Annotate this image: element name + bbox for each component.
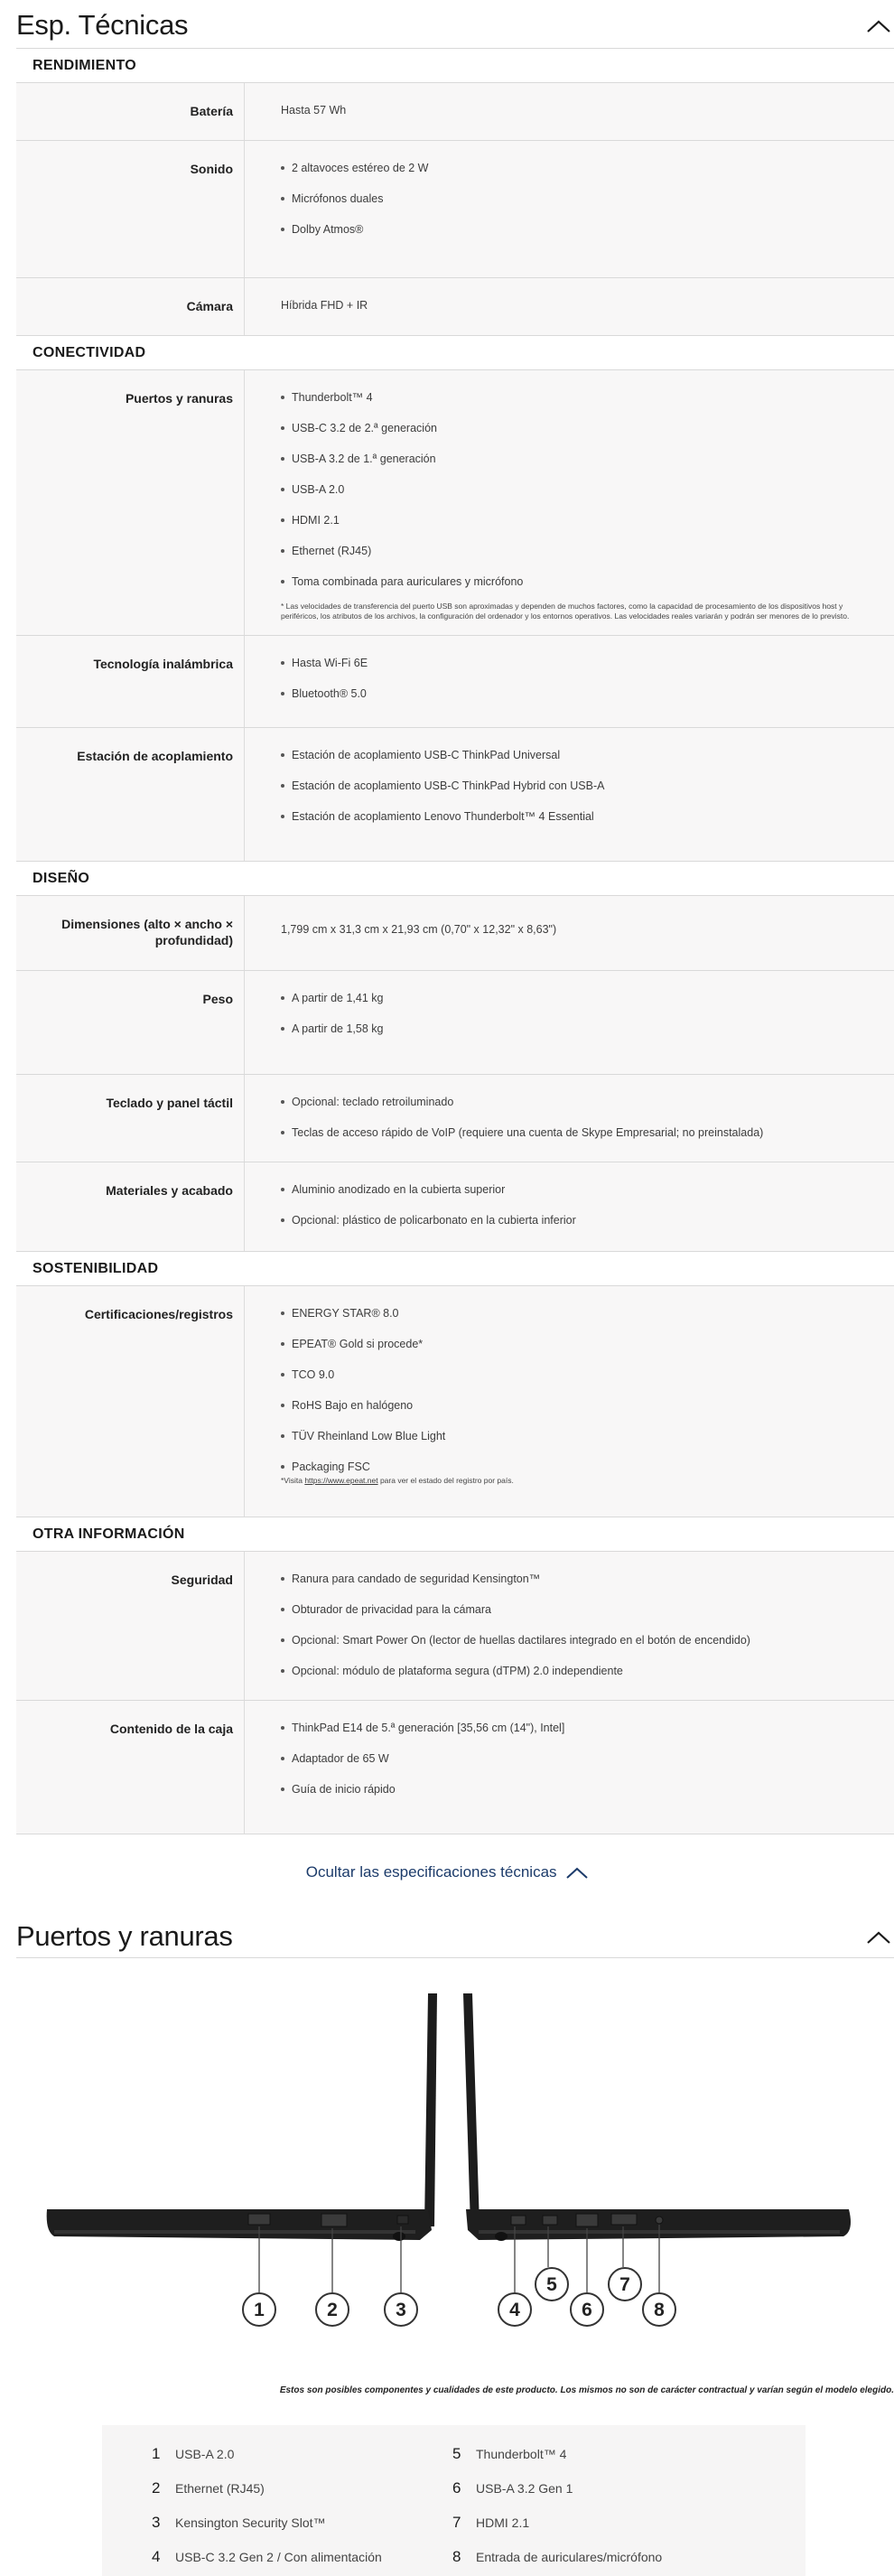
list-item: USB-A 2.0 <box>281 482 876 513</box>
spec-row-puertos <box>16 370 894 636</box>
category-rendimiento: RENDIMIENTO <box>16 49 894 83</box>
spec-label: Dimensiones (alto × ancho × profundidad) <box>61 917 233 947</box>
spec-row-sonido <box>16 141 894 278</box>
spec-label: Teclado y panel táctil <box>106 1096 233 1110</box>
hide-specs-label: Ocultar las especificaciones técnicas <box>305 1863 557 1881</box>
spec-row-materiales <box>16 1162 894 1252</box>
legend-item <box>152 2546 382 2568</box>
ports-disclaimer: Estos son posibles componentes y cualidades de este producto. Los mismos no son de carácter contractual y varían según el modelo elegido. <box>279 2385 894 2395</box>
usb-speed-footnote: * Las velocidades de transferencia del puerto USB son aproximadas y dependen de muchos factores, como la capacidad de procesamiento de los dispositivos host y periféricos, los atributos de los archivos, la configuración del ordenador y los entornos operativos. Las velocidades reales variarán y podrán ser menores de lo previsto. <box>281 602 850 621</box>
list-item: Estación de acoplamiento Lenovo Thunderbolt™ 4 Essential <box>281 809 876 840</box>
spec-row-bateria <box>16 83 894 141</box>
spec-label: Contenido de la caja <box>109 1722 233 1736</box>
spec-label: Estación de acoplamiento <box>77 749 233 763</box>
spec-label: Puertos y ranuras <box>125 391 233 406</box>
spec-label: Certificaciones/registros <box>84 1307 233 1321</box>
legend-item <box>452 2478 573 2499</box>
callout-number: 3 <box>396 2300 406 2320</box>
category-sostenibilidad: SOSTENIBILIDAD <box>16 1252 894 1286</box>
list-item: A partir de 1,41 kg <box>281 991 876 1022</box>
spec-row-certificaciones <box>16 1286 894 1517</box>
legend-label: Ethernet (RJ45) <box>175 2481 265 2496</box>
callout-number: 1 <box>254 2300 265 2320</box>
legend-label: USB-A 3.2 Gen 1 <box>476 2481 573 2496</box>
epeat-footnote <box>281 1476 876 1486</box>
spec-row-seguridad <box>16 1552 894 1701</box>
spec-label: Cámara <box>186 299 233 313</box>
category-otra-informacion: OTRA INFORMACIÓN <box>16 1517 894 1552</box>
legend-label: USB-A 2.0 <box>175 2447 235 2461</box>
legend-item <box>152 2512 326 2534</box>
list-item: EPEAT® Gold si procede* <box>281 1337 876 1367</box>
legend-number: 6 <box>452 2479 461 2497</box>
legend-number: 1 <box>152 2445 161 2462</box>
legend-number: 3 <box>152 2514 161 2531</box>
list-item: TCO 9.0 <box>281 1367 876 1398</box>
collapse-chevron-up-icon[interactable] <box>867 1931 890 1944</box>
list-item: RoHS Bajo en halógeno <box>281 1398 876 1429</box>
spec-label: Sonido <box>190 162 233 176</box>
spec-value: Híbrida FHD + IR <box>281 299 368 312</box>
legend-number: 8 <box>452 2548 461 2565</box>
legend-number: 2 <box>152 2479 161 2497</box>
specs-table <box>16 49 894 1834</box>
legend-label: USB-C 3.2 Gen 2 / Con alimentación <box>175 2550 382 2564</box>
list-item: Opcional: plástico de policarbonato en la cubierta inferior <box>281 1213 876 1244</box>
list-item: Ranura para candado de seguridad Kensington™ <box>281 1572 876 1602</box>
spec-label: Peso <box>202 992 233 1006</box>
spec-label: Tecnología inalámbrica <box>93 657 233 671</box>
laptop-right-side-view <box>463 1993 851 2241</box>
spec-row-acoplamiento <box>16 728 894 862</box>
hide-specs-link[interactable] <box>0 1863 894 1881</box>
list-item: Adaptador de 65 W <box>281 1751 876 1782</box>
epeat-note-prefix: *Visita <box>281 1476 305 1485</box>
collapse-chevron-up-icon[interactable] <box>867 20 890 33</box>
legend-item <box>452 2443 566 2465</box>
laptop-left-side-view <box>47 1993 437 2241</box>
list-item: Estación de acoplamiento USB-C ThinkPad Hybrid con USB-A <box>281 779 876 809</box>
list-item: ENERGY STAR® 8.0 <box>281 1306 876 1337</box>
spec-label: Seguridad <box>171 1573 233 1587</box>
list-item: Toma combinada para auriculares y micrófono <box>281 574 876 605</box>
list-item: Hasta Wi-Fi 6E <box>281 656 876 686</box>
list-item: Estación de acoplamiento USB-C ThinkPad Universal <box>281 748 876 779</box>
legend-item <box>452 2546 662 2568</box>
epeat-note-suffix: para ver el estado del registro por país. <box>377 1476 514 1485</box>
list-item: HDMI 2.1 <box>281 513 876 544</box>
category-diseno: DISEÑO <box>16 862 894 896</box>
spec-value: 1,799 cm x 31,3 cm x 21,93 cm (0,70" x 12,32" x 8,63") <box>281 923 557 936</box>
legend-item <box>452 2512 529 2534</box>
legend-number: 7 <box>452 2514 461 2531</box>
legend-number: 5 <box>452 2445 461 2462</box>
spec-row-camara <box>16 278 894 336</box>
ports-legend <box>102 2425 806 2576</box>
ports-header[interactable] <box>16 1911 894 1958</box>
spec-row-teclado <box>16 1075 894 1162</box>
list-item: 2 altavoces estéreo de 2 W <box>281 161 876 191</box>
spec-row-peso <box>16 971 894 1075</box>
list-item: ThinkPad E14 de 5.ª generación [35,56 cm (14"), Intel] <box>281 1721 876 1751</box>
list-item: Micrófonos duales <box>281 191 876 222</box>
chevron-up-icon <box>566 1867 588 1879</box>
legend-item <box>152 2443 234 2465</box>
callout-number: 8 <box>654 2300 665 2320</box>
list-item: Obturador de privacidad para la cámara <box>281 1602 876 1633</box>
legend-label: HDMI 2.1 <box>476 2515 530 2530</box>
epeat-link[interactable]: https://www.epeat.net <box>304 1476 378 1485</box>
list-item: Guía de inicio rápido <box>281 1782 876 1813</box>
list-item: TÜV Rheinland Low Blue Light <box>281 1429 876 1460</box>
list-item: Ethernet (RJ45) <box>281 544 876 574</box>
list-item: Opcional: teclado retroiluminado <box>281 1095 876 1125</box>
list-item: Bluetooth® 5.0 <box>281 686 876 717</box>
list-item: Teclas de acceso rápido de VoIP (requiere una cuenta de Skype Empresarial; no preinstalada) <box>281 1125 876 1156</box>
spec-label: Materiales y acabado <box>106 1183 233 1198</box>
callout-number: 5 <box>546 2274 557 2295</box>
callout-number: 7 <box>619 2274 630 2295</box>
category-conectividad: CONECTIVIDAD <box>16 336 894 370</box>
callout-number: 4 <box>509 2300 520 2320</box>
spec-label: Batería <box>190 104 233 118</box>
list-item: Dolby Atmos® <box>281 222 876 253</box>
spec-value: Hasta 57 Wh <box>281 104 347 117</box>
ports-title: Puertos y ranuras <box>16 1920 233 1952</box>
specs-title: Esp. Técnicas <box>16 9 189 41</box>
legend-item <box>152 2478 265 2499</box>
spec-row-inalambrica <box>16 636 894 728</box>
legend-label: Entrada de auriculares/micrófono <box>476 2550 663 2564</box>
list-item: Opcional: Smart Power On (lector de huellas dactilares integrado en el botón de encendido) <box>281 1633 876 1664</box>
legend-label: Thunderbolt™ 4 <box>476 2447 567 2461</box>
callout-number: 2 <box>327 2300 338 2320</box>
callout-number: 6 <box>582 2300 592 2320</box>
list-item: USB-C 3.2 de 2.ª generación <box>281 421 876 452</box>
legend-label: Kensington Security Slot™ <box>175 2515 326 2530</box>
list-item: A partir de 1,58 kg <box>281 1022 876 1052</box>
spec-row-dimensiones <box>16 896 894 971</box>
list-item: Aluminio anodizado en la cubierta superior <box>281 1182 876 1213</box>
list-item: Packaging FSC <box>281 1460 876 1476</box>
ports-illustration <box>0 1969 894 2366</box>
list-item: Thunderbolt™ 4 <box>281 390 876 421</box>
legend-number: 4 <box>152 2548 161 2565</box>
list-item: Opcional: módulo de plataforma segura (dTPM) 2.0 independiente <box>281 1664 876 1694</box>
list-item: USB-A 3.2 de 1.ª generación <box>281 452 876 482</box>
specs-header[interactable] <box>16 0 894 49</box>
spec-row-contenido-caja <box>16 1701 894 1834</box>
